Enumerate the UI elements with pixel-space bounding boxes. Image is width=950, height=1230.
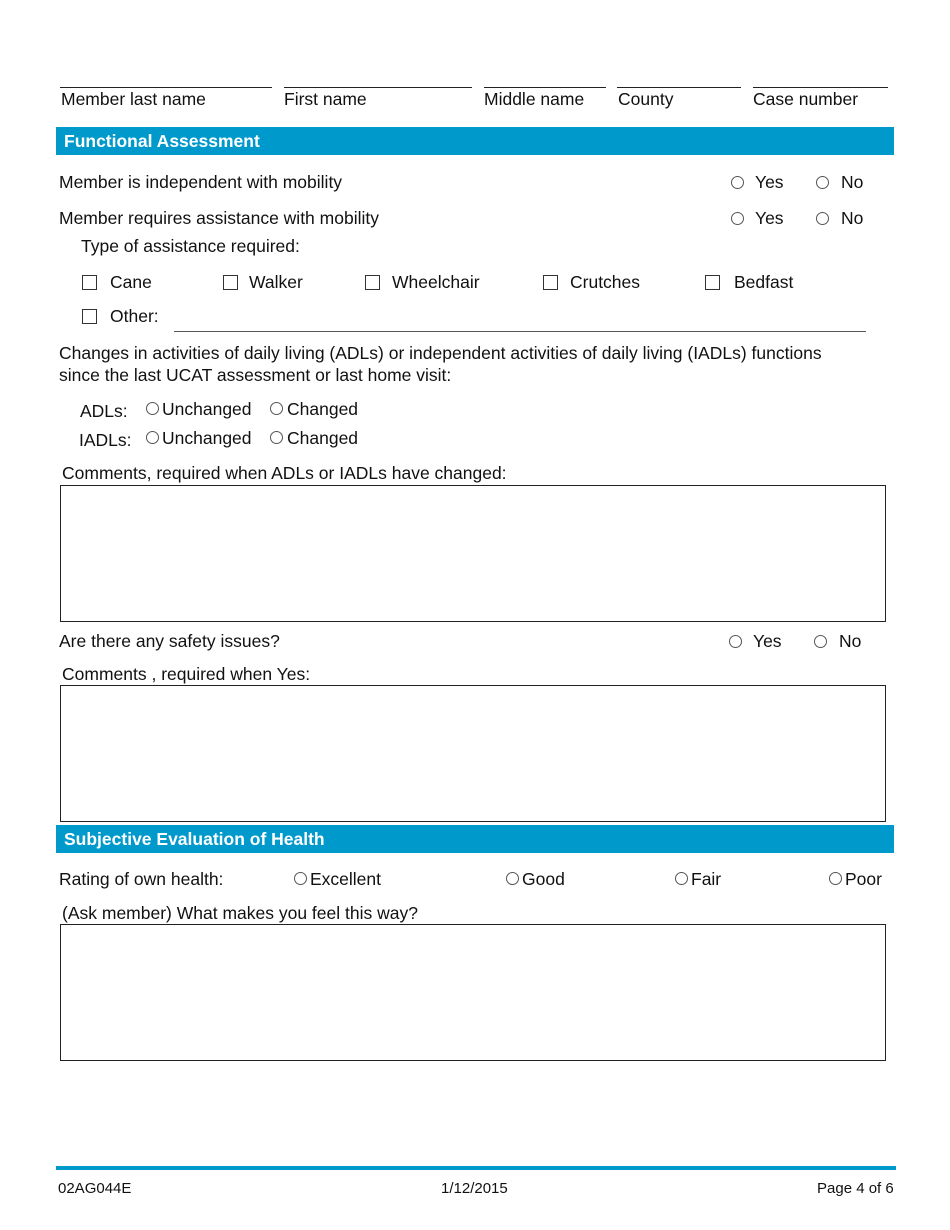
wheelchair-label: Wheelchair [392,272,480,292]
adls-unchanged-radio[interactable] [146,402,159,415]
safety-yes-radio[interactable] [729,635,742,648]
iadls-unchanged-label: Unchanged [162,428,252,448]
safety-comments-label: Comments , required when Yes: [62,664,311,684]
ask-member-label: (Ask member) What makes you feel this way? [62,903,418,923]
county-line [617,87,741,88]
middle-name-line [484,87,606,88]
other-checkbox[interactable] [82,309,97,324]
independent-yes-radio[interactable] [731,176,744,189]
independent-no-radio[interactable] [816,176,829,189]
walker-checkbox[interactable] [223,275,238,290]
functional-assessment-header [56,127,894,155]
fair-radio[interactable] [675,872,688,885]
assistance-type-label: Type of assistance required: [81,236,300,256]
assistance-no-radio[interactable] [816,212,829,225]
case-number-line [753,87,888,88]
adl-comments-textarea[interactable] [60,485,886,622]
middle-name-label: Middle name [484,89,585,109]
poor-label: Poor [845,869,882,889]
excellent-label: Excellent [310,869,382,889]
wheelchair-checkbox[interactable] [365,275,380,290]
iadls-changed-label: Changed [287,428,359,448]
safety-no-label: No [839,631,862,651]
first-name-label: First name [284,89,367,109]
excellent-radio[interactable] [294,872,307,885]
functional-assessment-title: Functional Assessment [64,131,260,151]
cane-label: Cane [110,272,152,292]
independent-no-label: No [841,172,864,192]
bedfast-label: Bedfast [734,272,794,292]
feel-comments-textarea[interactable] [60,924,886,1061]
iadls-unchanged-radio[interactable] [146,431,159,444]
adls-label: ADLs: [80,401,128,421]
health-rating-label: Rating of own health: [59,869,224,889]
fair-label: Fair [691,869,722,889]
changes-text-line2: since the last UCAT assessment or last home visit: [59,365,452,385]
assistance-mobility-question: Member requires assistance with mobility [59,208,379,228]
bedfast-checkbox[interactable] [705,275,720,290]
other-input[interactable] [174,308,866,330]
good-radio[interactable] [506,872,519,885]
assistance-yes-radio[interactable] [731,212,744,225]
other-label: Other: [110,306,159,326]
adls-changed-radio[interactable] [270,402,283,415]
subjective-evaluation-title: Subjective Evaluation of Health [64,829,325,849]
other-line [174,331,866,332]
form-date: 1/12/2015 [441,1180,508,1197]
safety-yes-label: Yes [753,631,782,651]
last-name-label: Member last name [61,89,206,109]
iadls-changed-radio[interactable] [270,431,283,444]
safety-question: Are there any safety issues? [59,631,280,651]
independent-mobility-question: Member is independent with mobility [59,172,343,192]
poor-radio[interactable] [829,872,842,885]
footer-rule [56,1166,896,1170]
independent-yes-label: Yes [755,172,784,192]
assistance-yes-label: Yes [755,208,784,228]
adls-changed-label: Changed [287,399,359,419]
safety-no-radio[interactable] [814,635,827,648]
iadls-label: IADLs: [79,430,132,450]
case-number-label: Case number [753,89,859,109]
changes-text-line1: Changes in activities of daily living (ADLs) or independent activities of daily living (IADLs) functions [59,343,822,363]
last-name-line [60,87,272,88]
page-number: Page 4 of 6 [817,1180,894,1197]
cane-checkbox[interactable] [82,275,97,290]
walker-label: Walker [249,272,303,292]
adls-unchanged-label: Unchanged [162,399,252,419]
assistance-no-label: No [841,208,864,228]
crutches-label: Crutches [570,272,641,292]
crutches-checkbox[interactable] [543,275,558,290]
county-label: County [618,89,674,109]
form-number: 02AG044E [58,1180,132,1197]
good-label: Good [522,869,565,889]
first-name-line [284,87,472,88]
subjective-evaluation-header [56,825,894,853]
adl-comments-label: Comments, required when ADLs or IADLs have changed: [62,463,507,483]
safety-comments-textarea[interactable] [60,685,886,822]
